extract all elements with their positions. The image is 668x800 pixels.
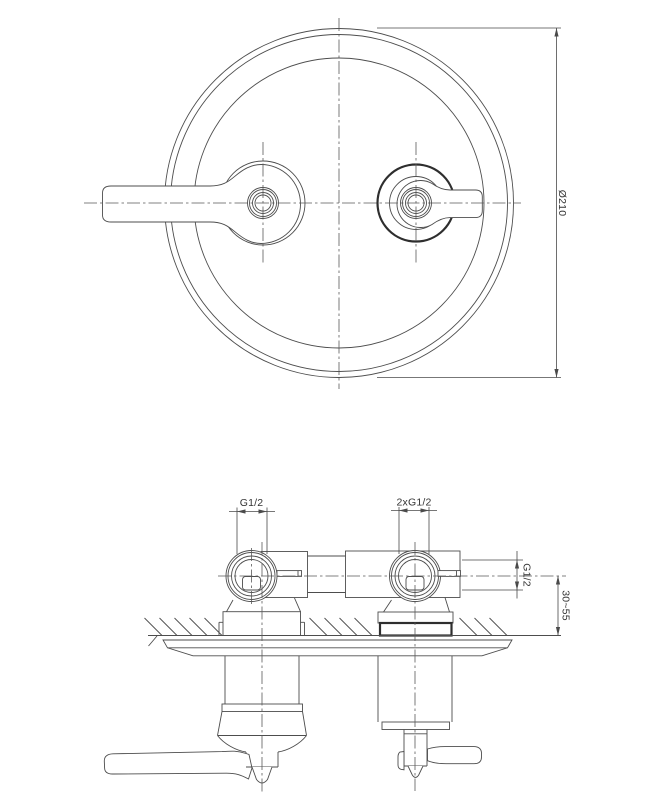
right-base-flange bbox=[378, 612, 453, 636]
arrow-up-icon bbox=[556, 576, 560, 585]
left-neck bbox=[227, 598, 301, 612]
dim-depth-label: 30~55 bbox=[559, 590, 572, 621]
arrow-down-icon bbox=[515, 582, 519, 591]
coupler bbox=[308, 556, 346, 593]
right-lower-handle-stub bbox=[398, 752, 404, 770]
trim-plate bbox=[163, 640, 512, 656]
right-inlet-dimension bbox=[391, 497, 437, 555]
left-lower-handle bbox=[104, 751, 252, 779]
depth-dimension bbox=[556, 576, 572, 636]
arrow-down-icon bbox=[556, 627, 560, 636]
dim-left-inlet-label: G1/2 bbox=[239, 497, 264, 509]
right-handle-tip bbox=[404, 766, 427, 777]
arrow-right-icon bbox=[421, 508, 430, 512]
outlet-dimension bbox=[462, 551, 533, 599]
dim-diameter-label: Ø210 bbox=[556, 189, 568, 217]
left-inlet-dimension bbox=[229, 497, 275, 554]
arrow-down-icon bbox=[554, 369, 558, 378]
dim-right-inlet-label: 2xG1/2 bbox=[396, 496, 432, 509]
arrow-up-icon bbox=[515, 560, 519, 569]
section-view bbox=[104, 497, 571, 795]
right-spindle bbox=[438, 571, 461, 577]
top-view bbox=[84, 18, 568, 389]
dim-outlet-label: G1/2 bbox=[520, 563, 533, 587]
arrow-up-icon bbox=[554, 28, 558, 37]
arrow-left-icon bbox=[399, 508, 408, 512]
arrow-left-icon bbox=[237, 509, 246, 513]
wall-edge-tick bbox=[149, 636, 158, 646]
right-handle bbox=[397, 180, 482, 227]
arrow-right-icon bbox=[259, 509, 268, 513]
right-lower-handle bbox=[428, 747, 482, 764]
